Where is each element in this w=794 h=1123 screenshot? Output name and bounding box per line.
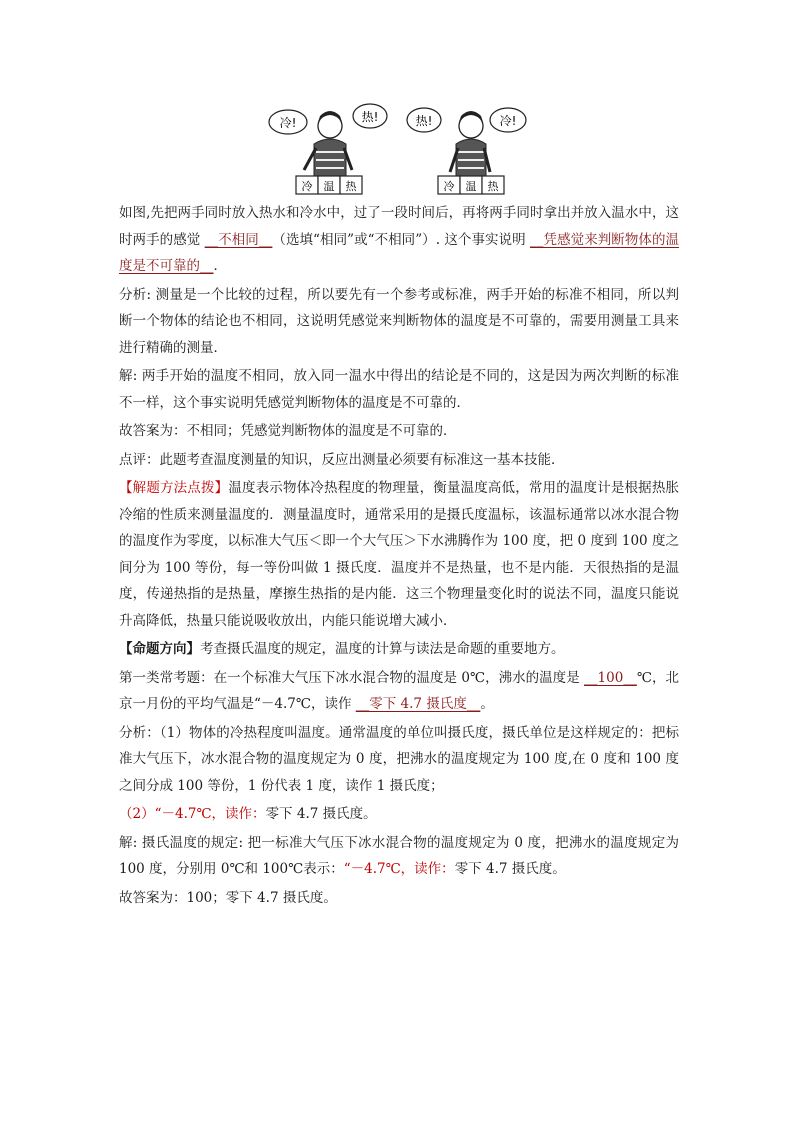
- q2-line2-post: 。: [480, 696, 494, 712]
- q2-solution-post: 零下 4.7 摄氏度。: [454, 861, 566, 877]
- q1-line2-pre: 这时两手的感觉: [119, 205, 679, 248]
- q1-line1: 如图,先把两手同时放入热水和冷水中，过了一段时间后，再将两手同时拿出并放入温水中，: [119, 205, 666, 221]
- q1-comment: 点评：此题考查温度测量的知识，反应出测量必须要有标准这一基本技能．: [119, 451, 565, 468]
- left-bubble-hot: 热!: [361, 110, 379, 124]
- q2-line1-post: ℃，: [636, 669, 666, 686]
- right-bubble-hot: 热!: [415, 114, 433, 128]
- q2-part2: [119, 801, 679, 828]
- left-label-warm: 温: [323, 180, 335, 193]
- document-body: [119, 200, 679, 913]
- right-scene: [407, 108, 526, 194]
- direction-section: [119, 636, 679, 663]
- q1-analysis: 分析: 测量是一个比较的过程，所以要先有一个参考或标准，两手开始的标准不相同，所以判断一个物体的结论也不相同，这说明凭感觉来判断物体的温度是不可靠的，需要用测量工具来进行精确的测量．: [119, 286, 679, 356]
- q2-part2-post: 零下 4.7 摄氏度。: [265, 806, 377, 822]
- method-tag: 【解题方法点拨】: [119, 480, 229, 496]
- left-label-cold: 冷: [301, 180, 313, 193]
- q2-analysis: 分析：（1）物体的冷热程度叫温度。通常温度的单位叫摄氏度，摄氏单位是这样规定的：把标准大气压下，冰水混合物的温度规定为 0 度，把沸水的温度规定为 100 度,在 0 度和 100 度之间分成 100 等份，1 份代表 1 度，读作 1 摄氏度；: [119, 724, 679, 794]
- left-bubble-cold: 冷!: [279, 116, 297, 130]
- question-2: [119, 665, 679, 718]
- q2-blank-2: __零下 4.7 摄氏度__: [355, 696, 481, 712]
- q1-blank-2a: __凭感觉来判断物: [530, 231, 639, 248]
- left-scene: [269, 104, 387, 194]
- q2-line2-pre: 北京一月份的平均气温是“－4.7℃，读作: [119, 669, 679, 712]
- q2-part2-pre: （2）“－4.7℃，读作：: [119, 806, 266, 822]
- left-label-hot: 热: [345, 180, 357, 193]
- q1-answer: 故答案为：不相同；凭感觉判断物体的温度是不可靠的．: [119, 423, 457, 439]
- q2-answer: 故答案为：100；零下 4.7 摄氏度。: [119, 889, 337, 906]
- q2-line1-pre: 第一类常考题：在一个标准大气压下冰水混合物的温度是 0℃，沸水的温度是: [119, 669, 585, 686]
- method-text: 温度表示物体冷热程度的物理量，衡量温度高低，常用的温度计是根据热胀冷缩的性质来测量温度的．测量温度时，通常采用的是摄氏度温标，该温标通常以冰水混合物的温度作为零度，以标准大气压＜即一个大气压＞下水沸腾作为 100 度，把 0 度到 100 度之间分为 100 等份，每一等份叫做 1 摄氏度．温度并不是热量，也不是内能．天很热指的是温度，传递热指的是热量，摩擦生热指的是内能．这三个物理量变化时的说法不同，温度只能说升高降低，热量只能说吸收放出，内能只能说增大减小．: [119, 480, 680, 629]
- q1-line3-post: ．: [213, 258, 227, 274]
- method-section: [119, 475, 679, 634]
- direction-text: 考查摄氏温度的规定，温度的计算与读法是命题的重要地方。: [200, 641, 565, 657]
- right-label-cold: 冷: [443, 180, 455, 193]
- q2-solution-pre: 解: 摄氏温度的规定: 把一标准大气压下冰水混合物的温度规定为 0 度，把沸水的温度规定为 100 度，分别用 0℃和 100℃表示：: [119, 834, 679, 877]
- right-bubble-cold: 冷!: [499, 114, 517, 128]
- q1-blank-2b: 体的温度是不可靠的__: [119, 231, 680, 274]
- direction-tag: 【命题方向】: [119, 641, 200, 657]
- q1-line2-mid: （选填“相同”或“不相同”）. 这个事实说明: [272, 231, 530, 248]
- right-label-warm: 温: [465, 180, 477, 193]
- hands-experiment-figure: [266, 100, 528, 198]
- q1-solution: 解: 两手开始的温度不相同，放入同一温水中得出的结论是不同的，这是因为两次判断的标准不一样，这个事实说明凭感觉判断物体的温度是不可靠的．: [119, 368, 679, 411]
- right-label-hot: 热: [487, 180, 499, 193]
- q2-solution-mid: “－4.7℃，读作：: [343, 861, 455, 877]
- q1-blank-1: __不相同__: [204, 231, 273, 248]
- q2-solution: [119, 830, 679, 883]
- q2-blank-1: __100__: [584, 669, 637, 686]
- question-1: [119, 200, 679, 280]
